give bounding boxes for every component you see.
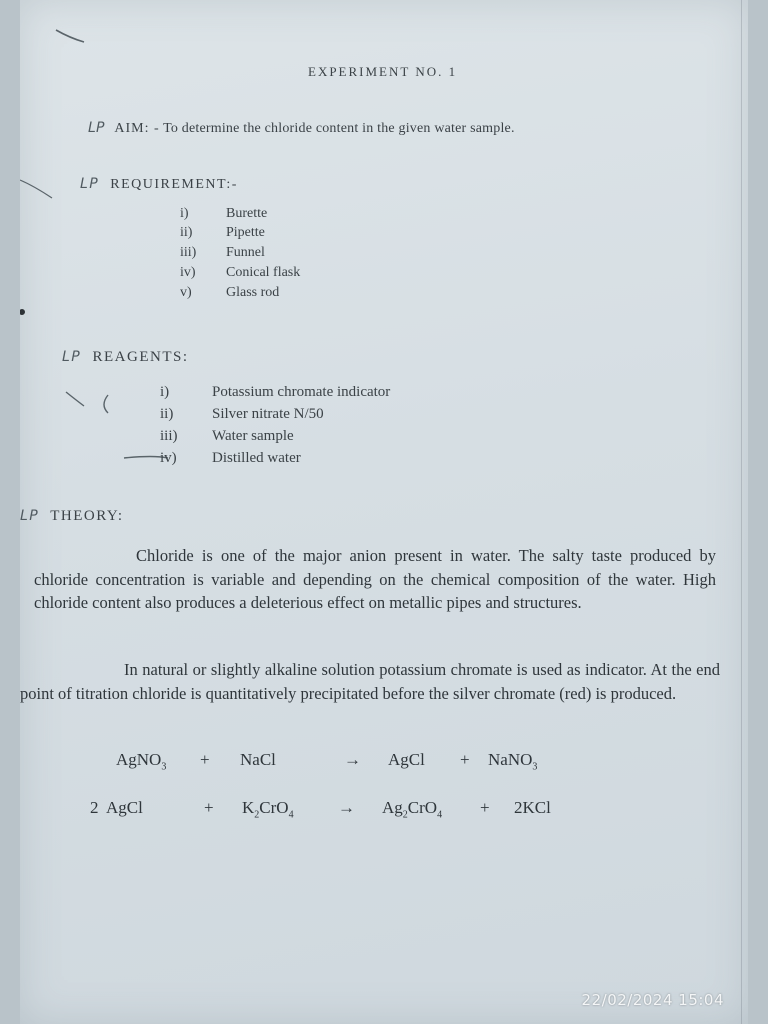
formula-subscript: 2 (254, 809, 260, 821)
formula-subscript: 3 (161, 761, 167, 773)
theory-heading-line (20, 508, 124, 525)
aim-label: AIM: - (114, 121, 160, 136)
reactant-silver-chloride: AgCl (106, 798, 143, 817)
formula-text: CrO (259, 798, 289, 817)
list-number: i) (160, 384, 170, 400)
list-label: Pipette (226, 225, 265, 240)
formula-subscript: 4 (288, 809, 294, 821)
requirement-heading: REQUIREMENT:- (110, 177, 238, 192)
margin-mark-requirement: LP (80, 176, 100, 192)
reactant-potassium-chromate (242, 798, 294, 820)
photo-timestamp: 22/02/2024 15:04 (581, 991, 724, 1009)
list-label: Conical flask (226, 265, 301, 280)
theory-heading: THEORY: (50, 508, 124, 524)
margin-mark-theory: LP (20, 508, 40, 524)
list-number: ii) (180, 225, 193, 240)
requirement-heading-line (80, 176, 238, 193)
list-label: Glass rod (226, 285, 280, 300)
formula-text: Ag (382, 798, 403, 817)
product-potassium-chloride: 2KCl (514, 798, 551, 817)
reaction-arrow: → (344, 750, 361, 769)
list-number: iii) (160, 428, 178, 444)
list-label: Potassium chromate indicator (212, 384, 391, 400)
product-silver-chromate (382, 798, 442, 820)
aim-line (88, 120, 515, 137)
reactant-sodium-chloride: NaCl (240, 750, 276, 769)
margin-mark-aim: LP (88, 120, 105, 136)
formula-text: K (242, 798, 255, 817)
list-number: v) (180, 285, 192, 300)
formula-text: NaNO (488, 750, 533, 769)
theory-paragraph: Chloride is one of the major anion present in water. The salty taste produced by chloride concentration is variable and depending on the chemical composition of the water. High chloride content also produces a deleterious effect on metallic pipes and structures. (34, 546, 716, 612)
list-label: Water sample (212, 428, 294, 444)
list-number: iv) (180, 265, 196, 280)
document-page (20, 0, 748, 1024)
list-number: i) (180, 206, 189, 221)
plus-sign: + (200, 750, 210, 769)
list-label: Distilled water (212, 450, 301, 466)
list-number: ii) (160, 406, 174, 422)
formula-subscript: 3 (532, 761, 538, 773)
plus-sign: + (460, 750, 470, 769)
product-silver-chloride: AgCl (388, 750, 425, 769)
margin-mark-reagents: LP (62, 349, 82, 365)
formula-text: CrO (407, 798, 438, 817)
coefficient: 2 (90, 798, 99, 817)
reaction-arrow: → (338, 798, 355, 817)
list-number: iii) (180, 245, 197, 260)
formula-subscript: 2 (402, 809, 408, 821)
page-title: EXPERIMENT NO. 1 (308, 64, 458, 79)
reagents-heading-line (62, 349, 189, 366)
reactant-silver-nitrate (116, 750, 166, 772)
equation-1 (20, 750, 720, 776)
reagents-heading: REAGENTS: (92, 349, 189, 365)
pencil-scribble-marks (20, 0, 748, 1024)
product-sodium-nitrate (488, 750, 537, 772)
formula-text: AgNO (116, 750, 162, 769)
formula-subscript: 4 (437, 809, 443, 821)
list-label: Funnel (226, 245, 265, 260)
list-number: iv) (160, 450, 177, 466)
plus-sign: + (480, 798, 490, 817)
theory-paragraph: In natural or slightly alkaline solution potassium chromate is used as indicator. At the end point of titration chloride is quantitatively precipitated before the silver chromate (red) is produced. (20, 660, 720, 703)
list-label: Burette (226, 206, 268, 221)
equation-2 (20, 798, 720, 824)
plus-sign: + (204, 798, 214, 817)
aim-text: To determine the chloride content in the given water sample. (163, 121, 515, 136)
list-label: Silver nitrate N/50 (212, 406, 324, 422)
